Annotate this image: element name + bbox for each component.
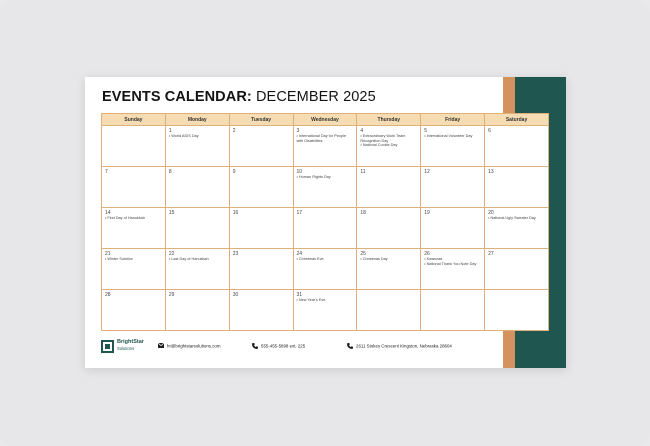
calendar-event: • Last Day of Hanukkah bbox=[168, 257, 209, 261]
day-number: 21 bbox=[105, 251, 111, 257]
day-number: 26 bbox=[424, 251, 430, 257]
calendar-week-row bbox=[102, 167, 549, 208]
day-number: 11 bbox=[360, 169, 366, 175]
phone-icon bbox=[252, 343, 258, 349]
brand-name: BrightStar bbox=[117, 339, 144, 345]
day-number: 27 bbox=[488, 251, 494, 257]
calendar-day-cell bbox=[229, 290, 293, 331]
calendar-event: • Winter Solstice bbox=[105, 257, 133, 261]
weekday-header-row bbox=[102, 114, 549, 126]
address-text: 2611 Stokes Crescent Kingston, Nebraska 28604 bbox=[356, 343, 452, 349]
calendar-event: • National Cookie Day bbox=[360, 143, 398, 148]
calendar-event: • International Day for People with Disabilities bbox=[296, 134, 346, 143]
calendar-day-cell bbox=[102, 290, 166, 331]
title-month: DECEMBER 2025 bbox=[255, 89, 376, 105]
calendar-day-cell bbox=[102, 208, 166, 249]
phone-text: 555-455-5898 ext. 225 bbox=[261, 343, 306, 349]
weekday-header: Tuesday bbox=[229, 114, 293, 126]
calendar-day-cell bbox=[229, 126, 293, 167]
calendar-grid bbox=[101, 113, 549, 331]
footer-phone bbox=[252, 343, 305, 349]
calendar-day-cell bbox=[102, 167, 166, 208]
day-number: 6 bbox=[488, 128, 491, 134]
calendar-day-cell bbox=[293, 126, 357, 167]
envelope-icon bbox=[158, 343, 164, 348]
day-number: 5 bbox=[424, 128, 427, 134]
calendar-day-cell bbox=[421, 249, 485, 290]
calendar-day-cell bbox=[485, 249, 549, 290]
calendar-day-cell bbox=[165, 290, 229, 331]
calendar-day-cell bbox=[357, 249, 421, 290]
day-number: 8 bbox=[168, 169, 172, 175]
weekday-header: Wednesday bbox=[293, 114, 357, 126]
calendar-day-cell bbox=[421, 208, 485, 249]
calendar-event: • Human Rights Day bbox=[296, 175, 331, 179]
day-number: 13 bbox=[488, 169, 494, 175]
calendar-day-cell bbox=[165, 249, 229, 290]
day-number: 31 bbox=[296, 292, 303, 298]
weekday-header: Saturday bbox=[485, 114, 549, 126]
day-number: 20 bbox=[488, 210, 494, 216]
weekday-header: Sunday bbox=[102, 114, 166, 126]
calendar-week-row bbox=[102, 208, 549, 249]
calendar-event: • New Year's Eve bbox=[296, 298, 326, 302]
calendar-day-cell bbox=[357, 126, 421, 167]
calendar-day-cell bbox=[229, 208, 293, 249]
day-number: 2 bbox=[232, 128, 236, 134]
calendar-day-cell bbox=[165, 126, 229, 167]
day-number: 15 bbox=[168, 210, 175, 216]
day-number: 28 bbox=[105, 292, 111, 298]
calendar-day-cell bbox=[165, 208, 229, 249]
calendar-event: • Extraordinary Work Team Recognition Day bbox=[360, 134, 406, 143]
page-title bbox=[102, 89, 376, 105]
calendar-day-cell bbox=[485, 126, 549, 167]
calendar-day-cell bbox=[229, 249, 293, 290]
day-number: 19 bbox=[424, 210, 430, 216]
calendar-day-cell bbox=[293, 290, 357, 331]
footer-address bbox=[347, 343, 452, 349]
day-number: 10 bbox=[296, 169, 303, 175]
day-number: 29 bbox=[168, 292, 175, 298]
email-text: hr@brightstarsolutions.com bbox=[167, 343, 221, 349]
calendar-day-cell bbox=[293, 208, 357, 249]
calendar-day-cell bbox=[102, 249, 166, 290]
weekday-header: Thursday bbox=[357, 114, 421, 126]
logo-icon bbox=[101, 340, 115, 353]
day-number: 7 bbox=[105, 169, 108, 175]
calendar-day-cell bbox=[357, 290, 421, 331]
day-number: 3 bbox=[296, 128, 300, 134]
calendar-day-cell bbox=[485, 290, 549, 331]
calendar-event: • World AIDS Day bbox=[168, 134, 199, 138]
calendar-week-row bbox=[102, 249, 549, 290]
calendar-day-cell bbox=[421, 167, 485, 208]
title-bold: EVENTS CALENDAR: bbox=[102, 89, 252, 105]
day-number: 30 bbox=[232, 292, 239, 298]
day-number: 4 bbox=[360, 128, 364, 134]
day-number: 25 bbox=[360, 251, 366, 257]
day-number: 16 bbox=[232, 210, 239, 216]
day-number: 18 bbox=[360, 210, 366, 216]
calendar-day-cell bbox=[165, 167, 229, 208]
calendar-event: • Christmas Eve bbox=[296, 257, 324, 261]
calendar-event: • Kwanzaa bbox=[424, 257, 443, 261]
phone-icon bbox=[347, 343, 353, 349]
calendar-week-row bbox=[102, 290, 549, 331]
day-number: 9 bbox=[232, 169, 236, 175]
calendar-day-cell bbox=[485, 167, 549, 208]
footer bbox=[101, 338, 501, 356]
calendar-day-cell bbox=[421, 126, 485, 167]
calendar-day-cell bbox=[293, 249, 357, 290]
day-number: 1 bbox=[168, 128, 172, 134]
calendar-event: • National Thank You Note Day bbox=[424, 261, 477, 266]
day-number: 14 bbox=[105, 210, 111, 216]
calendar-day-cell bbox=[102, 126, 166, 167]
weekday-header: Friday bbox=[421, 114, 485, 126]
calendar-event: • National Ugly Sweater Day bbox=[488, 216, 536, 220]
day-number: 22 bbox=[168, 251, 175, 257]
day-number: 12 bbox=[424, 169, 430, 175]
calendar-week-row bbox=[102, 126, 549, 167]
calendar-event: • Christmas Day bbox=[360, 257, 388, 261]
calendar-day-cell bbox=[293, 167, 357, 208]
weekday-header: Monday bbox=[165, 114, 229, 126]
calendar-day-cell bbox=[485, 208, 549, 249]
brand-subtitle: Solutions bbox=[117, 346, 135, 351]
footer-email bbox=[158, 343, 221, 348]
calendar-day-cell bbox=[357, 167, 421, 208]
day-number: 24 bbox=[296, 251, 303, 257]
calendar-day-cell bbox=[229, 167, 293, 208]
day-number: 17 bbox=[296, 210, 303, 216]
calendar-event: • International Volunteer Day bbox=[424, 134, 473, 138]
calendar-day-cell bbox=[421, 290, 485, 331]
calendar-event: • First Day of Hanukkah bbox=[105, 216, 145, 220]
calendar-day-cell bbox=[357, 208, 421, 249]
day-number: 23 bbox=[232, 251, 239, 257]
